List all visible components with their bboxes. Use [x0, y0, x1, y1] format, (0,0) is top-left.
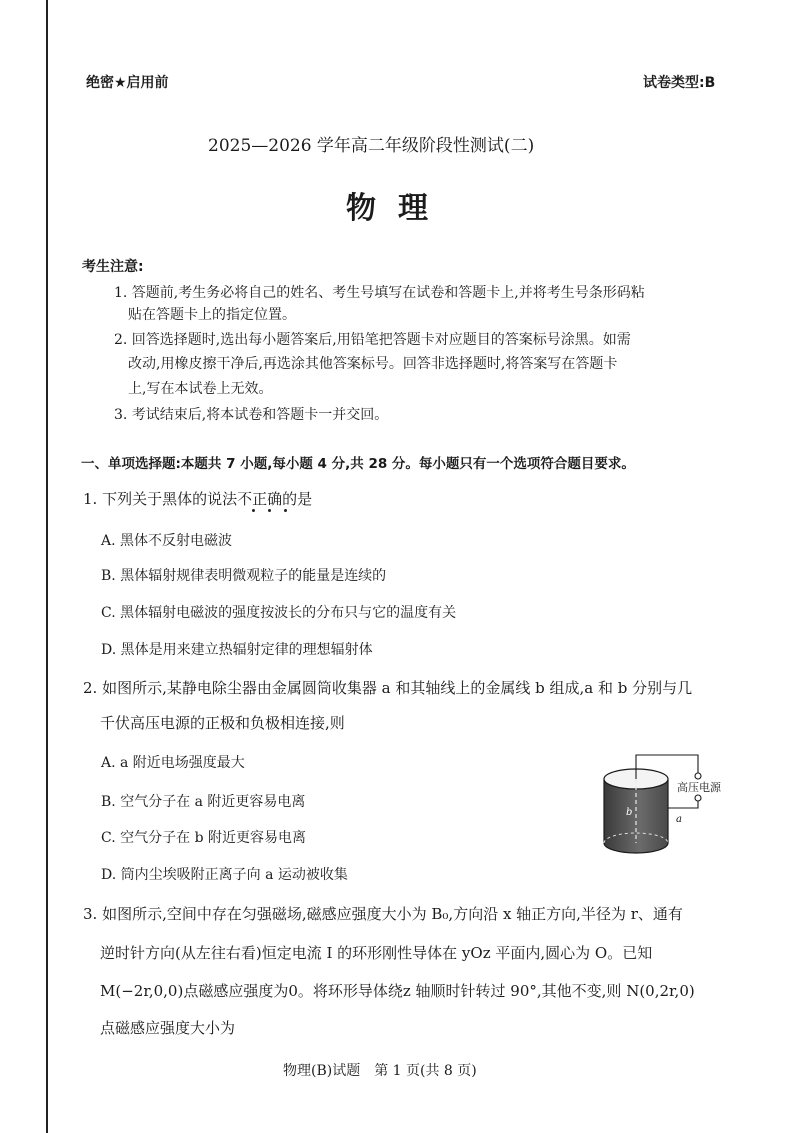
notice-line: 2. 回答选择题时,选出每小题答案后,用铅笔把答题卡对应题目的答案标号涂黑。如需: [114, 332, 631, 348]
page-footer: 物理(B)试题 第 1 页(共 8 页): [283, 1063, 477, 1079]
question-2-stem-line: 2. 如图所示,某静电除尘器由金属圆筒收集器 a 和其轴线上的金属线 b 组成,a 和 b 分别与几: [83, 679, 693, 697]
question-2-option-d: D. 筒内尘埃吸附正离子向 a 运动被收集: [101, 867, 348, 883]
section-title: 一、单项选择题:本题共 7 小题,每小题 4 分,共 28 分。每小题只有一个选项符合题目要求。: [81, 456, 635, 472]
notice-line: 1. 答题前,考生务必将自己的姓名、考生号填写在试卷和答题卡上,并将考生号条形码粘: [114, 285, 645, 301]
exam-title: 2025—2026 学年高二年级阶段性测试(二): [208, 136, 535, 156]
question-1-option-b: B. 黑体辐射规律表明微观粒子的能量是连续的: [101, 568, 387, 584]
notice-heading: 考生注意:: [82, 259, 144, 275]
paper-type: 试卷类型:B: [643, 75, 716, 91]
question-2-stem-line: 千伏高压电源的正极和负极相连接,则: [100, 714, 345, 732]
terminal-negative: [695, 773, 701, 779]
notice-line: 上,写在本试卷上无效。: [128, 381, 273, 397]
subject-title: 物理: [346, 191, 450, 226]
notice-line: 3. 考试结束后,将本试卷和答题卡一并交回。: [114, 407, 389, 423]
emphasis-dots: [252, 509, 292, 513]
label-b: b: [626, 807, 633, 818]
question-3-stem-line: M(−2r,0,0)点磁感应强度为0。将环形导体绕z 轴顺时针转过 90°,其他不变,则 N(0,2r,0): [100, 982, 695, 1000]
question-2-option-a: A. a 附近电场强度最大: [101, 755, 245, 771]
precipitator-figure: [592, 745, 752, 865]
question-1-option-a: A. 黑体不反射电磁波: [101, 533, 233, 549]
notice-line: 改动,用橡皮擦干净后,再选涂其他答案标号。回答非选择题时,将答案写在答题卡: [128, 356, 618, 372]
question-3-stem-line: 逆时针方向(从左往右看)恒定电流 I 的环形刚性导体在 yOz 平面内,圆心为 O。已知: [100, 944, 653, 962]
question-3-stem-line: 3. 如图所示,空间中存在匀强磁场,磁感应强度大小为 B₀,方向沿 x 轴正方向,半径为 r、通有: [83, 905, 683, 923]
label-a: a: [676, 814, 682, 825]
question-2-option-b: B. 空气分子在 a 附近更容易电离: [101, 794, 306, 810]
question-2-option-c: C. 空气分子在 b 附近更容易电离: [101, 830, 306, 846]
power-label: 高压电源: [677, 781, 721, 794]
question-1-stem: 1. 下列关于黑体的说法不正确的是: [83, 490, 313, 508]
confidential-mark: 绝密★启用前: [86, 75, 169, 91]
question-1-option-c: C. 黑体辐射电磁波的强度按波长的分布只与它的温度有关: [101, 605, 457, 621]
question-1-option-d: D. 黑体是用来建立热辐射定律的理想辐射体: [101, 642, 373, 658]
notice-line: 贴在答题卡上的指定位置。: [128, 307, 296, 323]
terminal-positive: [695, 795, 701, 801]
binding-margin-line: [46, 0, 48, 1133]
question-3-stem-line: 点磁感应强度大小为: [100, 1019, 236, 1037]
